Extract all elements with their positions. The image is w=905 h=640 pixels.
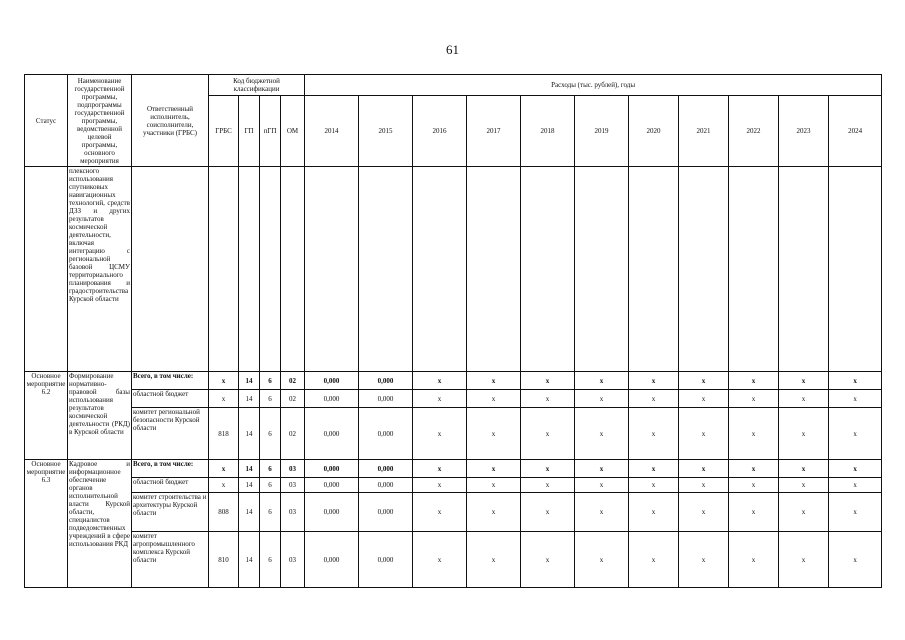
continuation-row bbox=[25, 167, 882, 372]
header-year: 2019 bbox=[575, 96, 629, 167]
code-gp-cell: 14 bbox=[239, 532, 260, 588]
code-pgp-cell: 6 bbox=[260, 390, 281, 408]
expense-value-cell: х bbox=[575, 390, 629, 408]
expense-value-cell: х bbox=[729, 493, 779, 532]
expense-value-cell: х bbox=[521, 390, 575, 408]
budget-table bbox=[24, 74, 882, 588]
expense-value-cell: х bbox=[629, 408, 679, 460]
expense-value-cell: х bbox=[779, 390, 829, 408]
expense-value-cell: х bbox=[575, 408, 629, 460]
continuation-cell bbox=[260, 167, 281, 372]
expense-value-cell: х bbox=[629, 390, 679, 408]
expense-value-cell: х bbox=[779, 372, 829, 390]
expense-value-cell: х bbox=[521, 478, 575, 493]
code-grbs-cell: х bbox=[209, 460, 239, 478]
expense-value-cell: 0,000 bbox=[305, 532, 359, 588]
header-year: 2024 bbox=[829, 96, 882, 167]
code-grbs-cell: 810 bbox=[209, 532, 239, 588]
expense-value-cell: х bbox=[829, 460, 882, 478]
table-row bbox=[25, 390, 882, 408]
code-om-cell: 02 bbox=[281, 390, 305, 408]
expense-value-cell: 0,000 bbox=[305, 478, 359, 493]
table-body bbox=[25, 167, 882, 588]
header-responsible: Ответственный исполнитель, соисполнители, участники (ГРБС) bbox=[132, 75, 209, 167]
expense-value-cell: 0,000 bbox=[305, 390, 359, 408]
expense-value-cell: х bbox=[779, 493, 829, 532]
expense-value-cell: 0,000 bbox=[359, 390, 413, 408]
continuation-cell bbox=[779, 167, 829, 372]
expense-value-cell: х bbox=[679, 478, 729, 493]
code-pgp-cell: 6 bbox=[260, 532, 281, 588]
expense-value-cell: х bbox=[467, 460, 521, 478]
measure-name: Кадровое и информационное обеспечение органов исполнительной власти Курской области, специалистов подведомственных учреждений в сфере использования РКД bbox=[68, 460, 132, 588]
expense-value-cell: х bbox=[679, 372, 729, 390]
expense-value-cell: х bbox=[467, 408, 521, 460]
expense-value-cell: х bbox=[629, 478, 679, 493]
expense-value-cell: х bbox=[467, 493, 521, 532]
expense-value-cell: х bbox=[575, 532, 629, 588]
continuation-cell bbox=[281, 167, 305, 372]
header-year: 2022 bbox=[729, 96, 779, 167]
expense-value-cell: х bbox=[413, 390, 467, 408]
expense-value-cell: х bbox=[829, 493, 882, 532]
expense-value-cell: 0,000 bbox=[359, 493, 413, 532]
expense-value-cell: х bbox=[413, 532, 467, 588]
code-pgp-cell: 6 bbox=[260, 478, 281, 493]
expense-value-cell: 0,000 bbox=[359, 478, 413, 493]
code-grbs-cell: х bbox=[209, 372, 239, 390]
expense-value-cell: 0,000 bbox=[305, 408, 359, 460]
table-header bbox=[25, 75, 882, 167]
responsible-cell: комитет региональной безопасности Курской области bbox=[132, 408, 209, 460]
expense-value-cell: х bbox=[413, 372, 467, 390]
header-code-grbs: ГРБС bbox=[209, 96, 239, 167]
expense-value-cell: 0,000 bbox=[305, 372, 359, 390]
table-row bbox=[25, 493, 882, 532]
header-year: 2023 bbox=[779, 96, 829, 167]
header-code-pgp: пГП bbox=[260, 96, 281, 167]
code-grbs-cell: 818 bbox=[209, 408, 239, 460]
code-grbs-cell: х bbox=[209, 478, 239, 493]
expense-value-cell: х bbox=[679, 408, 729, 460]
expense-value-cell: х bbox=[521, 460, 575, 478]
continuation-cell bbox=[413, 167, 467, 372]
expense-value-cell: х bbox=[829, 478, 882, 493]
continuation-cell bbox=[729, 167, 779, 372]
page-number: 61 bbox=[446, 42, 459, 57]
measure-status: Основное мероприятие 6.2 bbox=[25, 372, 68, 460]
code-pgp-cell: 6 bbox=[260, 460, 281, 478]
table-row bbox=[25, 460, 882, 478]
code-om-cell: 03 bbox=[281, 460, 305, 478]
code-grbs-cell: х bbox=[209, 390, 239, 408]
expense-value-cell: х bbox=[629, 532, 679, 588]
responsible-cell: Всего, в том числе: bbox=[132, 372, 209, 390]
continuation-cell bbox=[629, 167, 679, 372]
expense-value-cell: х bbox=[413, 493, 467, 532]
table-row bbox=[25, 478, 882, 493]
table-row bbox=[25, 372, 882, 390]
code-om-cell: 03 bbox=[281, 532, 305, 588]
responsible-cell: Всего, в том числе: bbox=[132, 460, 209, 478]
code-gp-cell: 14 bbox=[239, 372, 260, 390]
header-year: 2016 bbox=[413, 96, 467, 167]
expense-value-cell: х bbox=[629, 460, 679, 478]
continuation-cell bbox=[575, 167, 629, 372]
expense-value-cell: х bbox=[729, 390, 779, 408]
expense-value-cell: х bbox=[521, 408, 575, 460]
header-code-om: ОМ bbox=[281, 96, 305, 167]
expense-value-cell: х bbox=[779, 408, 829, 460]
expense-value-cell: х bbox=[729, 532, 779, 588]
expense-value-cell: х bbox=[829, 390, 882, 408]
code-pgp-cell: 6 bbox=[260, 493, 281, 532]
continuation-cell bbox=[132, 167, 209, 372]
continuation-cell bbox=[679, 167, 729, 372]
expense-value-cell: х bbox=[413, 460, 467, 478]
code-om-cell: 03 bbox=[281, 478, 305, 493]
code-pgp-cell: 6 bbox=[260, 408, 281, 460]
expense-value-cell: х bbox=[467, 478, 521, 493]
expense-value-cell: х bbox=[413, 478, 467, 493]
expense-value-cell: х bbox=[729, 478, 779, 493]
code-grbs-cell: 808 bbox=[209, 493, 239, 532]
expense-value-cell: х bbox=[629, 372, 679, 390]
expense-value-cell: х bbox=[779, 478, 829, 493]
header-year: 2017 bbox=[467, 96, 521, 167]
expense-value-cell: х bbox=[779, 532, 829, 588]
expense-value-cell: х bbox=[779, 460, 829, 478]
expense-value-cell: х bbox=[679, 460, 729, 478]
expense-value-cell: х bbox=[679, 532, 729, 588]
expense-value-cell: 0,000 bbox=[359, 372, 413, 390]
measure-name: Формирование нормативно-правовой базы использования результатов космической деятельности (РКД) в Курской области bbox=[68, 372, 132, 460]
expense-value-cell: х bbox=[629, 493, 679, 532]
code-pgp-cell: 6 bbox=[260, 372, 281, 390]
header-status: Статус bbox=[25, 75, 68, 167]
header-code-gp: ГП bbox=[239, 96, 260, 167]
code-gp-cell: 14 bbox=[239, 478, 260, 493]
header-expenses: Расходы (тыс. рублей), годы bbox=[305, 75, 882, 96]
expense-value-cell: х bbox=[829, 372, 882, 390]
code-gp-cell: 14 bbox=[239, 460, 260, 478]
expense-value-cell: х bbox=[729, 372, 779, 390]
expense-value-cell: х bbox=[575, 493, 629, 532]
continuation-cell bbox=[209, 167, 239, 372]
continuation-cell bbox=[305, 167, 359, 372]
expense-value-cell: х bbox=[575, 372, 629, 390]
code-om-cell: 03 bbox=[281, 493, 305, 532]
responsible-cell: областной бюджет bbox=[132, 478, 209, 493]
continuation-cell bbox=[239, 167, 260, 372]
header-year: 2018 bbox=[521, 96, 575, 167]
expense-value-cell: х bbox=[575, 460, 629, 478]
code-gp-cell: 14 bbox=[239, 493, 260, 532]
expense-value-cell: 0,000 bbox=[305, 493, 359, 532]
expense-value-cell: х bbox=[829, 532, 882, 588]
expense-value-cell: х bbox=[729, 460, 779, 478]
expense-value-cell: х bbox=[413, 408, 467, 460]
expense-value-cell: х bbox=[729, 408, 779, 460]
code-gp-cell: 14 bbox=[239, 408, 260, 460]
code-om-cell: 02 bbox=[281, 372, 305, 390]
header-budget-code: Код бюджетной классификации bbox=[209, 75, 305, 96]
measure-status: Основное мероприятие 6.3 bbox=[25, 460, 68, 588]
expense-value-cell: х bbox=[467, 390, 521, 408]
header-year: 2014 bbox=[305, 96, 359, 167]
responsible-cell: областной бюджет bbox=[132, 390, 209, 408]
continuation-name: плексного использования спутниковых навигационных технологий, средств ДЗЗ и других результатов космической деятельности, включая интеграцию с региональной базовой ЦСМУ территориального планирования и градостроительства Курской области bbox=[68, 167, 132, 372]
expense-value-cell: х bbox=[829, 408, 882, 460]
header-year: 2015 bbox=[359, 96, 413, 167]
expense-value-cell: 0,000 bbox=[359, 408, 413, 460]
expense-value-cell: х bbox=[521, 372, 575, 390]
expense-value-cell: х bbox=[679, 390, 729, 408]
expense-value-cell: х bbox=[521, 493, 575, 532]
expense-value-cell: 0,000 bbox=[305, 460, 359, 478]
table-row bbox=[25, 408, 882, 460]
responsible-cell: комитет строительства и архитектуры Курской области bbox=[132, 493, 209, 532]
code-gp-cell: 14 bbox=[239, 390, 260, 408]
header-year: 2021 bbox=[679, 96, 729, 167]
continuation-cell bbox=[521, 167, 575, 372]
responsible-cell: комитет агропромышленного комплекса Курской области bbox=[132, 532, 209, 588]
expense-value-cell: 0,000 bbox=[359, 460, 413, 478]
continuation-cell bbox=[829, 167, 882, 372]
expense-value-cell: х bbox=[467, 532, 521, 588]
expense-value-cell: х bbox=[575, 478, 629, 493]
expense-value-cell: х bbox=[521, 532, 575, 588]
expense-value-cell: 0,000 bbox=[359, 532, 413, 588]
table-row bbox=[25, 532, 882, 588]
header-year: 2020 bbox=[629, 96, 679, 167]
continuation-cell bbox=[467, 167, 521, 372]
expense-value-cell: х bbox=[679, 493, 729, 532]
continuation-cell bbox=[359, 167, 413, 372]
code-om-cell: 02 bbox=[281, 408, 305, 460]
expense-value-cell: х bbox=[467, 372, 521, 390]
continuation-status bbox=[25, 167, 68, 372]
header-program-name: Наименование государственной программы, подпрограммы государственной программы, ведомственной целевой программы, основного мероприятия bbox=[68, 75, 132, 167]
